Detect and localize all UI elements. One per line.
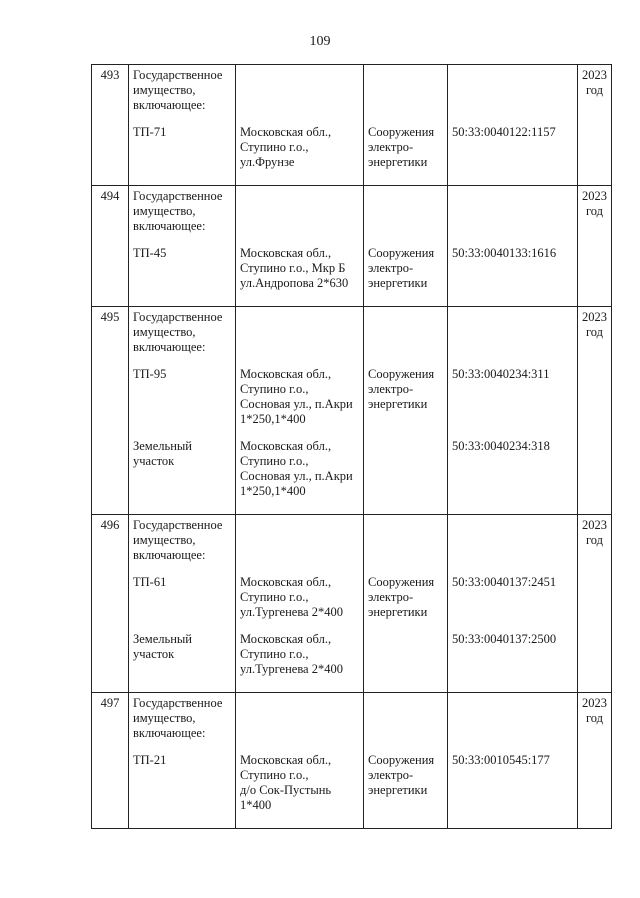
registry-body	[92, 65, 612, 829]
address-cell	[236, 693, 364, 829]
item-address: Московская обл., Ступино г.о., ул.Фрунзе	[240, 125, 332, 169]
item-cadastral-number: 50:33:0040133:1616	[452, 246, 557, 260]
cadastral-number-cell	[448, 186, 578, 307]
item-type: Сооружения электро- энергетики	[368, 753, 435, 797]
property-registry-table	[91, 64, 612, 829]
year-cell	[578, 515, 612, 693]
year-label: 2023 год	[582, 518, 607, 547]
year-cell	[578, 307, 612, 515]
item-address: Московская обл., Ступино г.о., ул.Тургенева 2*400	[240, 632, 343, 676]
group-header: Государственное имущество, включающее:	[133, 189, 223, 233]
item-cadastral-number: 50:33:0040137:2451	[452, 575, 557, 589]
page-number: 109	[309, 34, 331, 49]
table-row	[92, 186, 612, 307]
object-type-cell	[364, 693, 448, 829]
item-address: Московская обл., Ступино г.о., ул.Тургенева 2*400	[240, 575, 343, 619]
item-type: Сооружения электро- энергетики	[368, 246, 435, 290]
table-row	[92, 693, 612, 829]
item-address: Московская обл., Ступино г.о., Мкр Б ул.Андропова 2*630	[240, 246, 349, 290]
item-name: Земельный участок	[133, 439, 192, 468]
object-type-cell	[364, 65, 448, 186]
year-cell	[578, 65, 612, 186]
address-cell	[236, 515, 364, 693]
year-cell	[578, 693, 612, 829]
table-row	[92, 515, 612, 693]
item-type: Сооружения электро- энергетики	[368, 367, 435, 411]
cadastral-number-cell	[448, 307, 578, 515]
row-number-cell	[92, 693, 129, 829]
address-cell	[236, 307, 364, 515]
year-label: 2023 год	[582, 68, 607, 97]
item-type	[368, 439, 443, 499]
object-type-cell	[364, 515, 448, 693]
item-name: ТП-71	[133, 125, 167, 139]
item-cadastral-number: 50:33:0040122:1157	[452, 125, 556, 139]
group-header: Государственное имущество, включающее:	[133, 310, 223, 354]
row-number: 497	[100, 696, 120, 710]
year-label: 2023 год	[582, 189, 607, 218]
year-cell	[578, 186, 612, 307]
object-type-cell	[364, 307, 448, 515]
cadastral-number-cell	[448, 515, 578, 693]
item-address: Московская обл., Ступино г.о., Сосновая ул., п.Акри 1*250,1*400	[240, 367, 353, 426]
item-type	[368, 632, 443, 677]
object-name-cell	[129, 693, 236, 829]
object-name-cell	[129, 65, 236, 186]
row-number: 496	[100, 518, 120, 532]
group-header: Государственное имущество, включающее:	[133, 696, 223, 740]
row-number-cell	[92, 515, 129, 693]
item-cadastral-number: 50:33:0040137:2500	[452, 632, 557, 646]
item-name: ТП-61	[133, 575, 167, 589]
group-header: Государственное имущество, включающее:	[133, 68, 223, 112]
table-row	[92, 307, 612, 515]
year-label: 2023 год	[582, 310, 607, 339]
item-name: Земельный участок	[133, 632, 192, 661]
object-name-cell	[129, 515, 236, 693]
item-cadastral-number: 50:33:0040234:311	[452, 367, 550, 381]
item-cadastral-number: 50:33:0010545:177	[452, 753, 550, 767]
item-name: ТП-45	[133, 246, 167, 260]
row-number-cell	[92, 65, 129, 186]
table-row	[92, 65, 612, 186]
object-type-cell	[364, 186, 448, 307]
item-type: Сооружения электро- энергетики	[368, 575, 435, 619]
row-number: 495	[100, 310, 120, 324]
cadastral-number-cell	[448, 693, 578, 829]
year-label: 2023 год	[582, 696, 607, 725]
row-number: 493	[100, 68, 120, 82]
row-number: 494	[100, 189, 120, 203]
object-name-cell	[129, 186, 236, 307]
cadastral-number-cell	[448, 65, 578, 186]
item-cadastral-number: 50:33:0040234:318	[452, 439, 550, 453]
item-address: Московская обл., Ступино г.о., Сосновая ул., п.Акри 1*250,1*400	[240, 439, 353, 498]
item-type: Сооружения электро- энергетики	[368, 125, 435, 169]
address-cell	[236, 65, 364, 186]
item-address: Московская обл., Ступино г.о., д/о Сок-Пустынь 1*400	[240, 753, 332, 812]
row-number-cell	[92, 307, 129, 515]
object-name-cell	[129, 307, 236, 515]
row-number-cell	[92, 186, 129, 307]
address-cell	[236, 186, 364, 307]
group-header: Государственное имущество, включающее:	[133, 518, 223, 562]
item-name: ТП-95	[133, 367, 167, 381]
item-name: ТП-21	[133, 753, 167, 767]
